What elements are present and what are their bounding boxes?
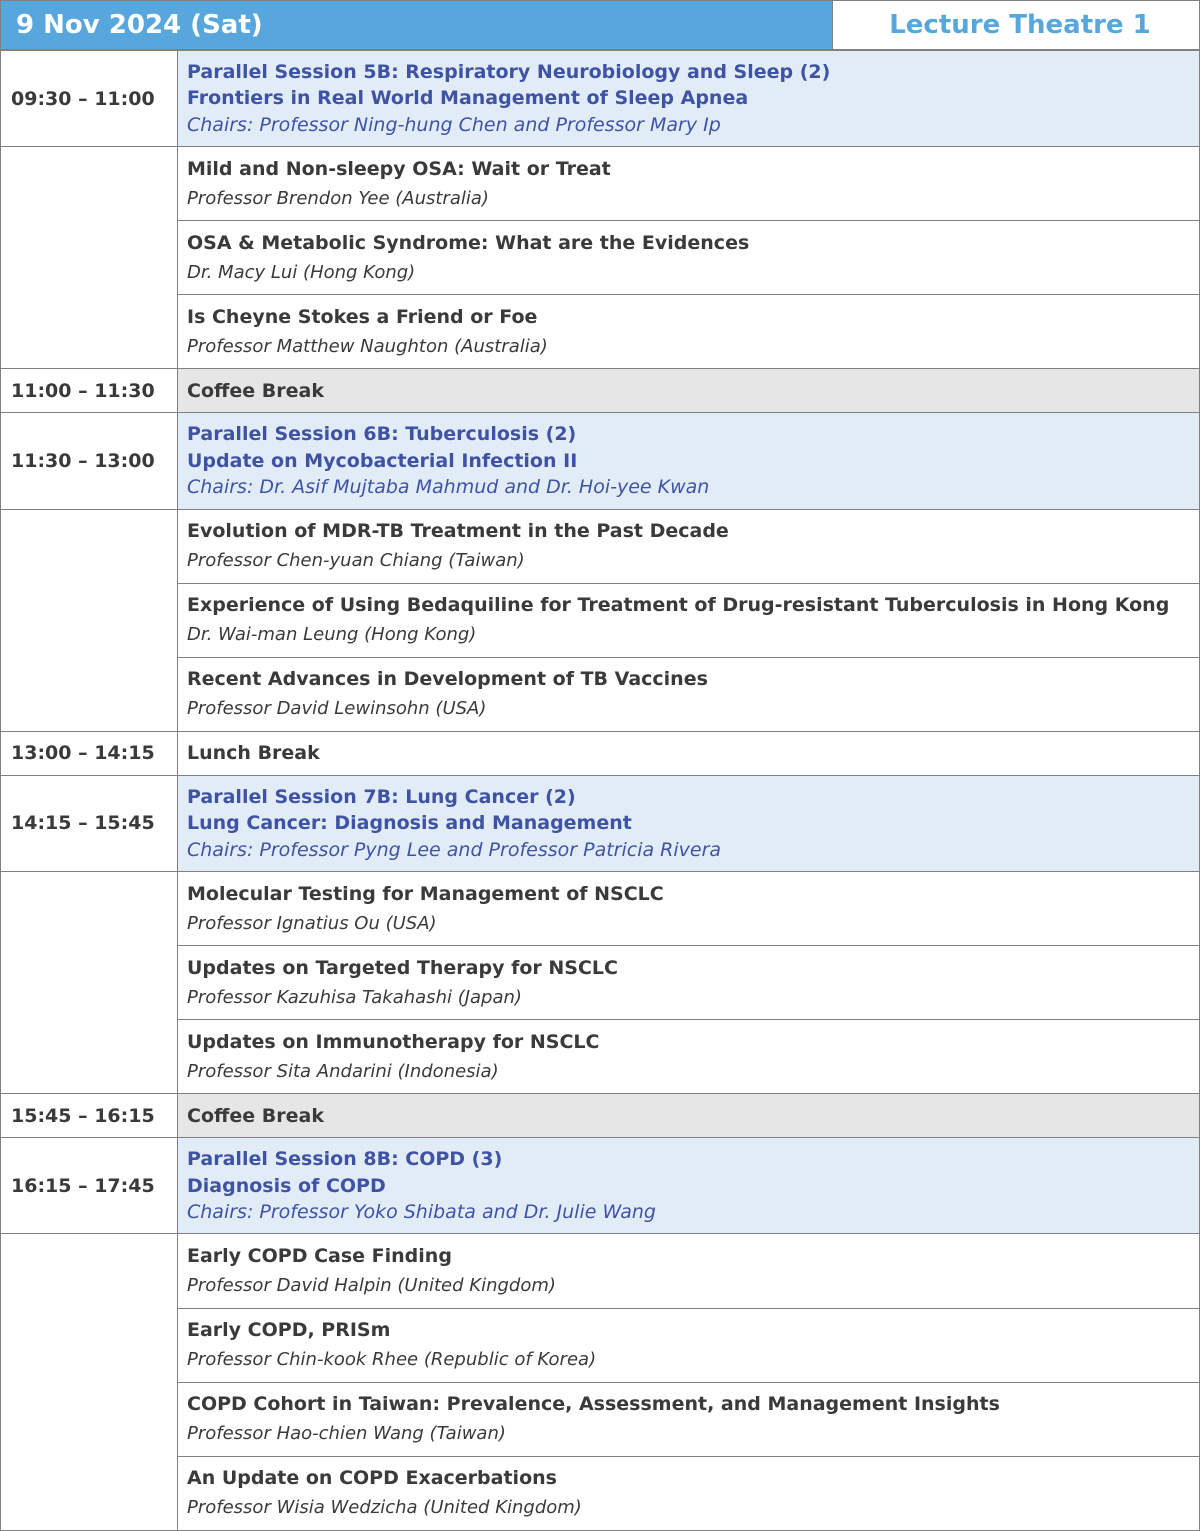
talk-cell bbox=[178, 946, 1200, 1020]
session-title: Parallel Session 5B: Respiratory Neurobiology and Sleep (2) bbox=[187, 60, 831, 83]
session-chairs: Chairs: Dr. Asif Mujtaba Mahmud and Dr. Hoi-yee Kwan bbox=[187, 476, 710, 499]
break-row bbox=[1, 731, 1200, 775]
talk-speaker: Professor Brendon Yee (Australia) bbox=[187, 187, 489, 209]
talk-row bbox=[1, 509, 1200, 583]
session-time: 09:30 – 11:00 bbox=[1, 51, 178, 147]
talk-speaker: Professor Chin-kook Rhee (Republic of Korea) bbox=[187, 1349, 597, 1371]
talk-speaker: Professor David Lewinsohn (USA) bbox=[187, 698, 487, 720]
talk-title: Molecular Testing for Management of NSCLC bbox=[187, 882, 664, 905]
talk-time-empty bbox=[1, 872, 178, 1094]
break-time: 11:00 – 11:30 bbox=[1, 369, 178, 413]
talk-cell bbox=[178, 583, 1200, 657]
session-chairs: Chairs: Professor Ning-hung Chen and Professor Mary Ip bbox=[187, 113, 721, 136]
session-time: 11:30 – 13:00 bbox=[1, 413, 178, 509]
talk-cell bbox=[178, 872, 1200, 946]
talk-cell bbox=[178, 657, 1200, 731]
session-subtitle: Update on Mycobacterial Infection II bbox=[187, 449, 578, 472]
talk-title: Is Cheyne Stokes a Friend or Foe bbox=[187, 305, 538, 328]
session-subtitle: Lung Cancer: Diagnosis and Management bbox=[187, 812, 632, 835]
talk-speaker: Professor Kazuhisa Takahashi (Japan) bbox=[187, 986, 522, 1008]
break-time: 13:00 – 14:15 bbox=[1, 731, 178, 775]
schedule-table bbox=[0, 50, 1200, 1531]
talk-row bbox=[1, 1020, 1200, 1094]
session-header bbox=[178, 413, 1200, 509]
talk-speaker: Professor Ignatius Ou (USA) bbox=[187, 912, 437, 934]
session-chairs: Chairs: Professor Pyng Lee and Professor Patricia Rivera bbox=[187, 838, 722, 861]
talk-cell bbox=[178, 221, 1200, 295]
talk-row bbox=[1, 221, 1200, 295]
talk-cell bbox=[178, 1234, 1200, 1308]
talk-row bbox=[1, 295, 1200, 369]
talk-speaker: Dr. Wai-man Leung (Hong Kong) bbox=[187, 624, 477, 646]
break-label: Coffee Break bbox=[187, 379, 324, 402]
talk-title: Evolution of MDR-TB Treatment in the Past Decade bbox=[187, 520, 729, 543]
talk-cell bbox=[178, 1382, 1200, 1456]
talk-row bbox=[1, 872, 1200, 946]
break-row bbox=[1, 369, 1200, 413]
talk-title: Experience of Using Bedaquiline for Treatment of Drug-resistant Tuberculosis in Hong Kong bbox=[187, 594, 1170, 617]
break-row bbox=[1, 1094, 1200, 1138]
talk-time-empty bbox=[1, 147, 178, 369]
talk-title: An Update on COPD Exacerbations bbox=[187, 1467, 557, 1490]
break-time: 15:45 – 16:15 bbox=[1, 1094, 178, 1138]
talk-row bbox=[1, 583, 1200, 657]
day-header bbox=[0, 0, 1200, 50]
break-cell bbox=[178, 369, 1200, 413]
break-cell bbox=[178, 731, 1200, 775]
break-label: Lunch Break bbox=[187, 742, 320, 765]
talk-title: Recent Advances in Development of TB Vaccines bbox=[187, 668, 708, 691]
talk-row bbox=[1, 657, 1200, 731]
talk-speaker: Professor Sita Andarini (Indonesia) bbox=[187, 1060, 499, 1082]
session-header bbox=[178, 1138, 1200, 1234]
talk-time-empty bbox=[1, 509, 178, 731]
session-chairs: Chairs: Professor Yoko Shibata and Dr. Julie Wang bbox=[187, 1201, 656, 1224]
session-title: Parallel Session 6B: Tuberculosis (2) bbox=[187, 423, 577, 446]
session-header bbox=[178, 51, 1200, 147]
talk-title: Updates on Immunotherapy for NSCLC bbox=[187, 1030, 600, 1053]
talk-speaker: Professor Hao-chien Wang (Taiwan) bbox=[187, 1423, 506, 1445]
talk-title: Early COPD, PRISm bbox=[187, 1319, 391, 1342]
talk-title: OSA & Metabolic Syndrome: What are the Evidences bbox=[187, 231, 750, 254]
venue-name: Lecture Theatre 1 bbox=[833, 1, 1199, 49]
session-header bbox=[178, 775, 1200, 871]
talk-row bbox=[1, 147, 1200, 221]
talk-speaker: Dr. Macy Lui (Hong Kong) bbox=[187, 261, 416, 283]
talk-title: COPD Cohort in Taiwan: Prevalence, Assessment, and Management Insights bbox=[187, 1393, 1000, 1416]
session-time: 14:15 – 15:45 bbox=[1, 775, 178, 871]
session-row bbox=[1, 775, 1200, 871]
talk-time-empty bbox=[1, 1234, 178, 1531]
session-subtitle: Frontiers in Real World Management of Sleep Apnea bbox=[187, 87, 749, 110]
talk-row bbox=[1, 1308, 1200, 1382]
talk-title: Updates on Targeted Therapy for NSCLC bbox=[187, 956, 618, 979]
talk-title: Mild and Non-sleepy OSA: Wait or Treat bbox=[187, 157, 611, 180]
talk-speaker: Professor Chen-yuan Chiang (Taiwan) bbox=[187, 550, 525, 572]
talk-speaker: Professor Matthew Naughton (Australia) bbox=[187, 335, 548, 357]
session-time: 16:15 – 17:45 bbox=[1, 1138, 178, 1234]
talk-cell bbox=[178, 509, 1200, 583]
talk-cell bbox=[178, 1020, 1200, 1094]
talk-cell bbox=[178, 1308, 1200, 1382]
session-title: Parallel Session 7B: Lung Cancer (2) bbox=[187, 785, 576, 808]
talk-cell bbox=[178, 295, 1200, 369]
talk-cell bbox=[178, 147, 1200, 221]
talk-title: Early COPD Case Finding bbox=[187, 1245, 452, 1268]
talk-speaker: Professor David Halpin (United Kingdom) bbox=[187, 1275, 556, 1297]
break-cell bbox=[178, 1094, 1200, 1138]
talk-row bbox=[1, 1456, 1200, 1530]
day-date: 9 Nov 2024 (Sat) bbox=[1, 1, 833, 49]
break-label: Coffee Break bbox=[187, 1104, 324, 1127]
session-row bbox=[1, 413, 1200, 509]
talk-row bbox=[1, 1382, 1200, 1456]
talk-row bbox=[1, 1234, 1200, 1308]
talk-speaker: Professor Wisia Wedzicha (United Kingdom) bbox=[187, 1497, 582, 1519]
session-title: Parallel Session 8B: COPD (3) bbox=[187, 1148, 503, 1171]
session-row bbox=[1, 51, 1200, 147]
session-subtitle: Diagnosis of COPD bbox=[187, 1174, 386, 1197]
talk-row bbox=[1, 946, 1200, 1020]
session-row bbox=[1, 1138, 1200, 1234]
talk-cell bbox=[178, 1456, 1200, 1530]
